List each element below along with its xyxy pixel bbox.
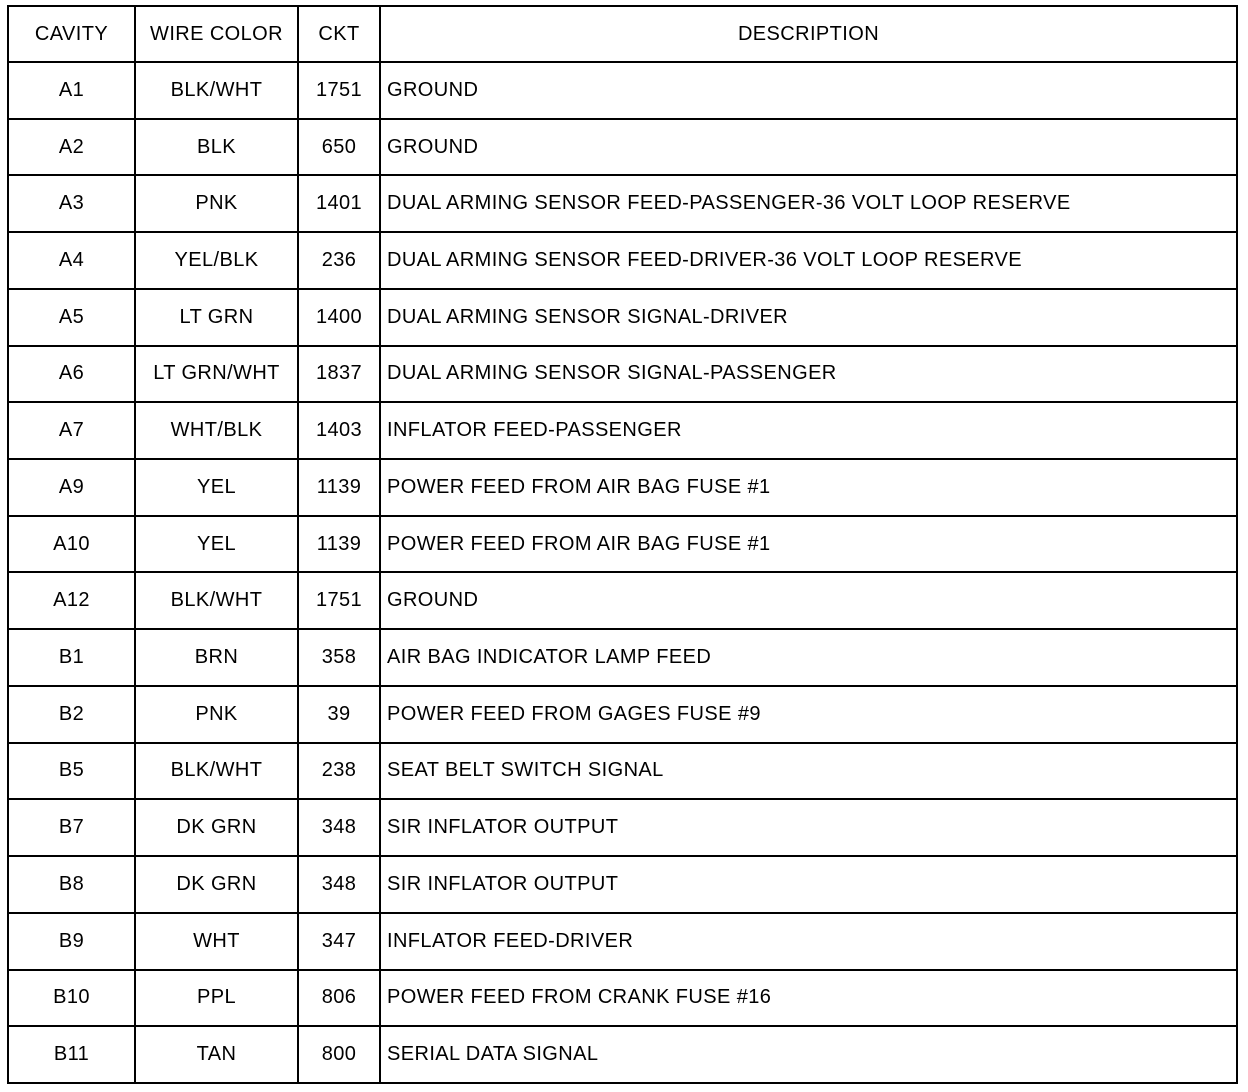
ckt-cell: 1751 xyxy=(298,572,380,629)
wire-color-cell: LT GRN xyxy=(135,289,298,346)
wire-color-cell: WHT xyxy=(135,913,298,970)
ckt-cell: 1401 xyxy=(298,175,380,232)
cavity-cell: B9 xyxy=(8,913,135,970)
cavity-cell: B2 xyxy=(8,686,135,743)
header-cavity: CAVITY xyxy=(8,6,135,62)
table-row xyxy=(8,1026,1237,1083)
cavity-cell: A9 xyxy=(8,459,135,516)
cavity-cell: A6 xyxy=(8,346,135,403)
wire-color-cell: PPL xyxy=(135,970,298,1027)
description-cell: POWER FEED FROM GAGES FUSE #9 xyxy=(380,686,1237,743)
table-row xyxy=(8,175,1237,232)
table-row xyxy=(8,346,1237,403)
wire-color-cell: BLK/WHT xyxy=(135,572,298,629)
ckt-cell: 358 xyxy=(298,629,380,686)
table-row xyxy=(8,289,1237,346)
description-cell: POWER FEED FROM CRANK FUSE #16 xyxy=(380,970,1237,1027)
wire-color-cell: BLK/WHT xyxy=(135,62,298,119)
cavity-cell: A5 xyxy=(8,289,135,346)
table-header xyxy=(8,6,1237,62)
ckt-cell: 1400 xyxy=(298,289,380,346)
cavity-cell: A12 xyxy=(8,572,135,629)
description-cell: POWER FEED FROM AIR BAG FUSE #1 xyxy=(380,459,1237,516)
wire-color-cell: PNK xyxy=(135,175,298,232)
wire-color-cell: TAN xyxy=(135,1026,298,1083)
description-cell: SIR INFLATOR OUTPUT xyxy=(380,799,1237,856)
ckt-cell: 39 xyxy=(298,686,380,743)
ckt-cell: 1403 xyxy=(298,402,380,459)
cavity-cell: B7 xyxy=(8,799,135,856)
table-row xyxy=(8,743,1237,800)
cavity-cell: A10 xyxy=(8,516,135,573)
description-cell: DUAL ARMING SENSOR SIGNAL-PASSENGER xyxy=(380,346,1237,403)
ckt-cell: 348 xyxy=(298,799,380,856)
cavity-cell: B11 xyxy=(8,1026,135,1083)
wire-color-cell: YEL/BLK xyxy=(135,232,298,289)
description-cell: INFLATOR FEED-PASSENGER xyxy=(380,402,1237,459)
ckt-cell: 236 xyxy=(298,232,380,289)
description-cell: GROUND xyxy=(380,119,1237,176)
ckt-cell: 800 xyxy=(298,1026,380,1083)
description-cell: SERIAL DATA SIGNAL xyxy=(380,1026,1237,1083)
header-row xyxy=(8,6,1237,62)
cavity-cell: A1 xyxy=(8,62,135,119)
wire-color-cell: DK GRN xyxy=(135,856,298,913)
table-row xyxy=(8,572,1237,629)
ckt-cell: 347 xyxy=(298,913,380,970)
description-cell: GROUND xyxy=(380,572,1237,629)
table-body xyxy=(8,62,1237,1083)
description-cell: INFLATOR FEED-DRIVER xyxy=(380,913,1237,970)
table-row xyxy=(8,516,1237,573)
table-row xyxy=(8,913,1237,970)
wire-color-cell: BLK/WHT xyxy=(135,743,298,800)
header-ckt: CKT xyxy=(298,6,380,62)
description-cell: SEAT BELT SWITCH SIGNAL xyxy=(380,743,1237,800)
table-row xyxy=(8,232,1237,289)
description-cell: SIR INFLATOR OUTPUT xyxy=(380,856,1237,913)
description-cell: AIR BAG INDICATOR LAMP FEED xyxy=(380,629,1237,686)
ckt-cell: 348 xyxy=(298,856,380,913)
cavity-cell: B1 xyxy=(8,629,135,686)
wire-color-cell: YEL xyxy=(135,459,298,516)
ckt-cell: 806 xyxy=(298,970,380,1027)
wire-color-cell: YEL xyxy=(135,516,298,573)
wire-color-cell: DK GRN xyxy=(135,799,298,856)
table-row xyxy=(8,629,1237,686)
wire-color-cell: LT GRN/WHT xyxy=(135,346,298,403)
cavity-cell: A4 xyxy=(8,232,135,289)
wire-color-cell: PNK xyxy=(135,686,298,743)
header-description: DESCRIPTION xyxy=(380,6,1237,62)
wire-color-cell: WHT/BLK xyxy=(135,402,298,459)
ckt-cell: 238 xyxy=(298,743,380,800)
header-wire-color: WIRE COLOR xyxy=(135,6,298,62)
cavity-cell: A2 xyxy=(8,119,135,176)
cavity-cell: B5 xyxy=(8,743,135,800)
connector-table-wrapper xyxy=(7,5,1238,1084)
table-row xyxy=(8,686,1237,743)
ckt-cell: 1139 xyxy=(298,516,380,573)
table-row xyxy=(8,119,1237,176)
table-row xyxy=(8,856,1237,913)
ckt-cell: 650 xyxy=(298,119,380,176)
ckt-cell: 1837 xyxy=(298,346,380,403)
cavity-cell: A3 xyxy=(8,175,135,232)
connector-pinout-table xyxy=(7,5,1238,1084)
description-cell: DUAL ARMING SENSOR FEED-DRIVER-36 VOLT LOOP RESERVE xyxy=(380,232,1237,289)
description-cell: DUAL ARMING SENSOR SIGNAL-DRIVER xyxy=(380,289,1237,346)
table-row xyxy=(8,459,1237,516)
table-row xyxy=(8,62,1237,119)
ckt-cell: 1751 xyxy=(298,62,380,119)
description-cell: POWER FEED FROM AIR BAG FUSE #1 xyxy=(380,516,1237,573)
description-cell: GROUND xyxy=(380,62,1237,119)
description-cell: DUAL ARMING SENSOR FEED-PASSENGER-36 VOLT LOOP RESERVE xyxy=(380,175,1237,232)
cavity-cell: B8 xyxy=(8,856,135,913)
table-row xyxy=(8,402,1237,459)
wire-color-cell: BRN xyxy=(135,629,298,686)
cavity-cell: B10 xyxy=(8,970,135,1027)
cavity-cell: A7 xyxy=(8,402,135,459)
table-row xyxy=(8,970,1237,1027)
table-row xyxy=(8,799,1237,856)
wire-color-cell: BLK xyxy=(135,119,298,176)
ckt-cell: 1139 xyxy=(298,459,380,516)
